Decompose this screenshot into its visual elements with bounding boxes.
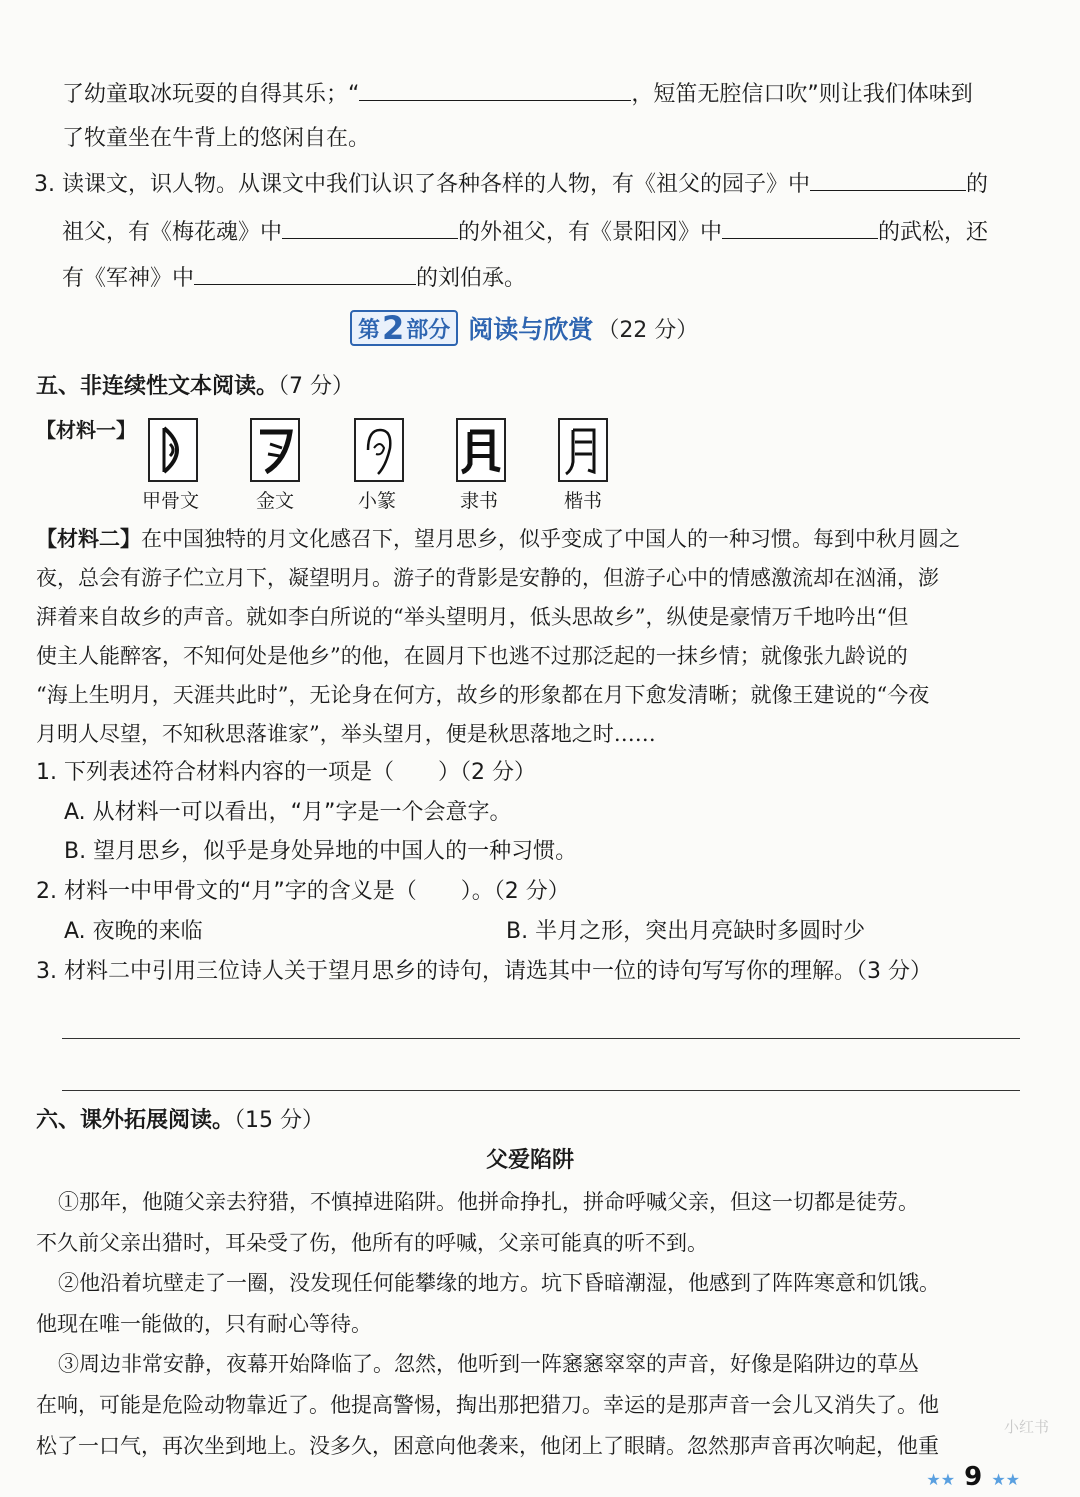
top-line-1 bbox=[62, 78, 973, 110]
page-number: 9 bbox=[964, 1462, 983, 1492]
answer-blank[interactable] bbox=[194, 262, 416, 285]
story-line: 不久前父亲出猎时，耳朵受了伤，他所有的呼喊，父亲可能真的听不到。 bbox=[36, 1231, 708, 1255]
glyph-bronze bbox=[250, 418, 300, 482]
q3-text-e: 的刘伯承。 bbox=[416, 266, 527, 291]
q3-suffix: 的 bbox=[966, 172, 989, 197]
top-line-1-suffix: ，短笛无腔信口吹”则让我们体味到 bbox=[631, 82, 973, 107]
question-3: 3. 材料二中引用三位诗人关于望月思乡的诗句，请选其中一位的诗句写写你的理解。（3 分） bbox=[36, 959, 932, 984]
moon-regular-icon bbox=[560, 420, 606, 480]
question-2: 2. 材料一中甲骨文的“月”字的含义是（ ）。（2 分） bbox=[36, 879, 570, 904]
answer-blank[interactable] bbox=[282, 216, 458, 239]
story-line: ②他沿着坑壁走了一圈，没发现任何能攀缘的地方。坑下昏暗潮湿，他感到了阵阵寒意和饥饿。 bbox=[58, 1271, 940, 1295]
glyph-caption: 甲骨文 bbox=[142, 490, 200, 512]
story-line: 在响，可能是危险动物靠近了。他提高警惕，掏出那把猎刀。幸运的是那声音一会儿又消失了。他 bbox=[36, 1393, 939, 1417]
story-title: 父爱陷阱 bbox=[486, 1148, 575, 1173]
q3-text-b: 的外祖父，有《景阳冈》中 bbox=[458, 220, 723, 245]
top-line-1-prefix: 了幼童取冰玩耍的自得其乐；“ bbox=[62, 82, 360, 107]
answer-blank[interactable] bbox=[722, 216, 878, 239]
question-3-line-3 bbox=[62, 262, 526, 294]
question-1-option-a[interactable]: A. 从材料一可以看出，“月”字是一个会意字。 bbox=[64, 800, 512, 825]
material-2-line: 月明人尽望，不知秋思落谁家”，举头望月，便是秋思落地之时…… bbox=[36, 722, 656, 746]
section-6-heading bbox=[36, 1106, 324, 1136]
watermark: 小红书 bbox=[1004, 1418, 1050, 1436]
material-2-label: 【材料二】 bbox=[36, 527, 141, 551]
story-line: 他现在唯一能做的，只有耐心等待。 bbox=[36, 1312, 372, 1336]
glyph-caption: 隶书 bbox=[460, 490, 499, 512]
moon-bronze-icon bbox=[252, 420, 298, 480]
part-title: 阅读与欣赏 bbox=[468, 315, 594, 344]
glyph-small-seal bbox=[354, 418, 404, 482]
material-2-text: 在中国独特的月文化感召下，望月思乡，似乎变成了中国人的一种习惯。每到中秋月圆之 bbox=[141, 527, 960, 551]
top-line-2: 了牧童坐在牛背上的悠闲自在。 bbox=[62, 126, 371, 151]
q3-prefix: 3. 读课文，识人物。从课文中我们认识了各种各样的人物，有《祖父的园子》中 bbox=[34, 172, 810, 197]
material-1-label: 【材料一】 bbox=[36, 418, 136, 442]
glyph-oracle-bone bbox=[148, 418, 198, 482]
part-label-pre: 第 bbox=[358, 317, 381, 343]
story-line: 松了一口气，再次坐到地上。没多久，困意向他袭来，他闭上了眼睛。忽然那声音再次响起，他重 bbox=[36, 1434, 939, 1458]
section-5-score: （7 分） bbox=[278, 374, 355, 399]
moon-small-seal-icon bbox=[356, 420, 402, 480]
section-5-title: 五、非连续性文本阅读。 bbox=[36, 374, 279, 399]
question-1-option-b[interactable]: B. 望月思乡，似乎是身处异地的中国人的一种习惯。 bbox=[64, 839, 578, 864]
story-line: ③周边非常安静，夜幕开始降临了。忽然，他听到一阵窸窸窣窣的声音，好像是陷阱边的草丛 bbox=[58, 1352, 919, 1376]
glyph-regular bbox=[558, 418, 608, 482]
moon-clerical-icon bbox=[458, 420, 504, 480]
glyph-caption: 楷书 bbox=[564, 490, 603, 512]
star-icon: ★★ bbox=[926, 1470, 956, 1489]
question-3-line-2 bbox=[62, 216, 988, 248]
section-6-score: （15 分） bbox=[234, 1108, 325, 1133]
moon-oracle-bone-icon bbox=[150, 420, 196, 480]
part-label-post: 部分 bbox=[406, 317, 451, 343]
glyph-clerical bbox=[456, 418, 506, 482]
answer-line[interactable] bbox=[62, 1090, 1020, 1091]
question-3-line-1 bbox=[34, 168, 988, 200]
part-2-badge bbox=[350, 310, 458, 346]
question-1: 1. 下列表述符合材料内容的一项是（ ）（2 分） bbox=[36, 760, 536, 785]
answer-blank[interactable] bbox=[810, 168, 966, 191]
section-5-heading bbox=[36, 372, 354, 402]
star-icon: ★★ bbox=[991, 1470, 1020, 1489]
part-2-banner bbox=[350, 308, 698, 348]
answer-blank[interactable] bbox=[359, 78, 631, 101]
material-2-line bbox=[36, 524, 960, 554]
part-score: （22 分） bbox=[597, 317, 699, 343]
answer-line[interactable] bbox=[62, 1038, 1020, 1039]
q3-text-a: 祖父，有《梅花魂》中 bbox=[62, 220, 283, 245]
question-2-option-a[interactable]: A. 夜晚的来临 bbox=[64, 919, 203, 944]
part-number: 2 bbox=[382, 309, 405, 347]
material-2-line: 湃着来自故乡的声音。就如李白所说的“举头望明月，低头思故乡”，纵使是豪情万千地吟出“但 bbox=[36, 605, 909, 629]
q3-text-d: 有《军神》中 bbox=[62, 266, 195, 291]
material-2-line: 使主人能醉客，不知何处是他乡”的他，在圆月下也逃不过那泛起的一抹乡情；就像张九龄说的 bbox=[36, 644, 908, 668]
q3-text-c: 的武松，还 bbox=[878, 220, 989, 245]
glyph-caption: 金文 bbox=[256, 490, 295, 512]
material-2-line: 夜，总会有游子伫立月下，凝望明月。游子的背影是安静的，但游子心中的情感激流却在汹涌，澎 bbox=[36, 566, 939, 590]
page-footer bbox=[926, 1462, 1020, 1492]
question-2-option-b[interactable]: B. 半月之形，突出月亮缺时多圆时少 bbox=[506, 919, 866, 944]
section-6-title: 六、课外拓展阅读。 bbox=[36, 1108, 235, 1133]
story-line: ①那年，他随父亲去狩猎，不慎掉进陷阱。他拼命挣扎，拼命呼喊父亲，但这一切都是徒劳。 bbox=[58, 1190, 919, 1214]
glyph-caption: 小篆 bbox=[358, 490, 397, 512]
material-2-line: “海上生明月，天涯共此时”，无论身在何方，故乡的形象都在月下愈发清晰；就像王建说的“今夜 bbox=[36, 683, 930, 707]
